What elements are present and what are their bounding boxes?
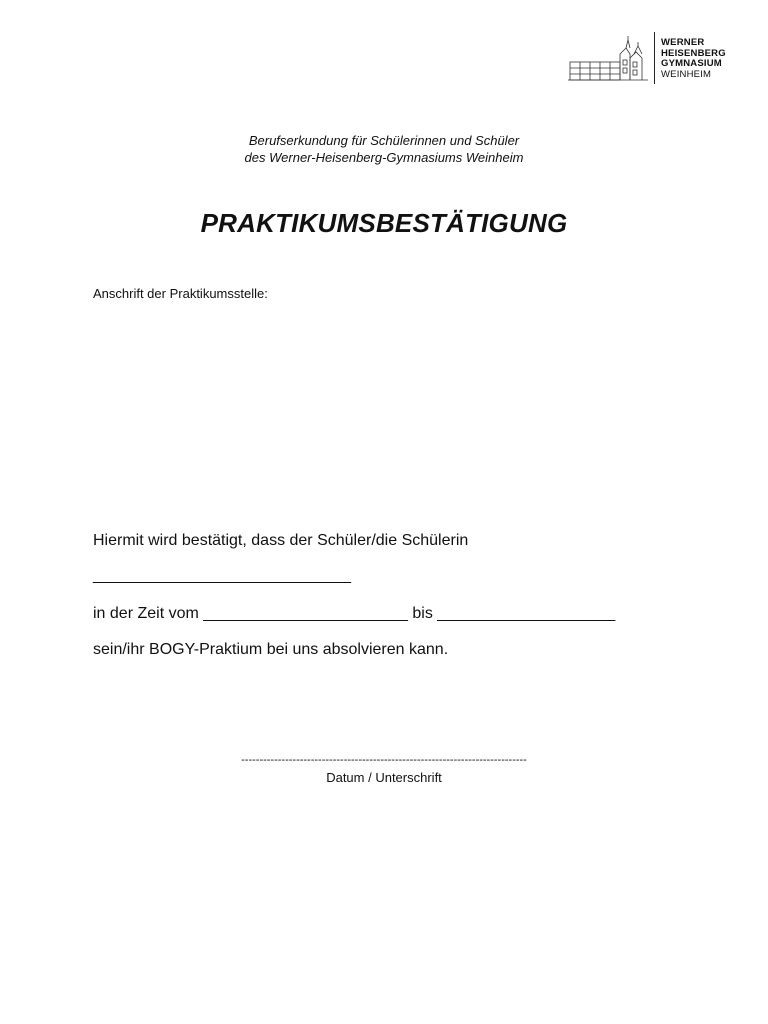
completion-text: sein/ihr BOGY-Praktium bei uns absolvieren kann. — [93, 641, 449, 658]
student-name-blank: _____________________________ — [93, 567, 352, 584]
address-label: Anschrift der Praktikumsstelle: — [93, 286, 268, 301]
signature-label: Datum / Unterschrift — [326, 770, 442, 785]
logo-line-werner: WERNER — [661, 37, 705, 48]
logo-line-weinheim: WEINHEIM — [661, 68, 712, 80]
signature-line: ------------------------------------------------------------------------------ — [241, 754, 527, 766]
logo-line-gymnasium: GYMNASIUM — [661, 58, 722, 69]
document-subtitle — [0, 132, 768, 166]
confirmation-text: Hiermit wird bestätigt, dass der Schüler/die Schülerin — [93, 532, 469, 549]
subtitle-line-2: des Werner-Heisenberg-Gymnasiums Weinheim — [244, 150, 524, 165]
period-line: in der Zeit vom _______________________ bis ____________________ — [93, 605, 616, 622]
school-building-icon — [568, 32, 650, 84]
subtitle-line-1: Berufserkundung für Schülerinnen und Schüler — [248, 133, 520, 148]
document-title: PRAKTIKUMSBESTÄTIGUNG — [200, 208, 568, 238]
logo-divider — [654, 32, 655, 84]
logo-line-heisenberg: HEISENBERG — [661, 47, 726, 59]
school-logo — [568, 28, 738, 90]
logo-wordmark — [661, 38, 726, 80]
